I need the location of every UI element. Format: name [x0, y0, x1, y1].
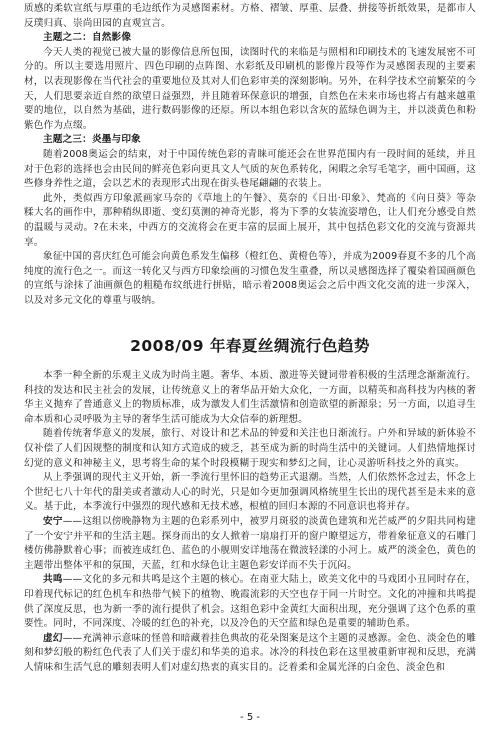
article-paragraph-3: 从上季强调的现代主义开始，新一季流行里怀旧的趋势正式退潮。当然，人们依然怀念过去，怀念上个世纪七八十年代的甜美或者激动人心的时光，只是如今更加强调风格统里生长出的现代甚至是未来的意义。基于此，本季流行中强烈的现代感和无技术感，根植的回归本源的不同意识也将并存。	[24, 472, 476, 513]
article-paragraph-5	[24, 573, 476, 631]
theme3-heading: 主题之三：炎墨与印象	[43, 134, 141, 146]
paragraph-5-body: ——文化的多元和共鸣是这个主题的核心。在南亚大陆上，欧美文化中的马戏团小丑同时存在，印着现代标记的红色机车和热带气候下的植物、晚霞流彩的天空也存于同一片时空。文化的冲撞和共鸣提供了深度反思，也为新一季的流行提供了机会。这组色彩中金黄红大面积出现，充分强调了这个色系的重要性。同时，不同深度、冷暖的红色的补充，以及冷色的天空蓝和绿色是重要的辅助色系。	[24, 574, 476, 630]
article-paragraph-4	[24, 515, 476, 573]
theme3-paragraph-3: 象征中国的喜庆红色可能会向黄色系发生偏移（橙红色、黄橙色等），并成为2009春夏不多的几个高纯度的流行色之一。而这一转化又与西方印象绘画的习惯色发生重叠，所以灵感图选择了覆染着国画颜色的宣纸与涂抹了油画颜色的粗糙布纹纸进行拼贴，暗示着2008奥运会之后中西文化交流的进一步深入，以及对多元文化的尊重与吸纳。	[24, 251, 476, 306]
theme3-paragraph-2: 此外，类似西方印象派画家马奈的《草地上的午餐》、莫奈的《日出·印象》、梵高的《向日葵》等杂糅大名的画作中，那种稍纵即逝、变幻莫测的神奇光影，将为下季的女装流姿增色，让人们充分感受自然的温暖与灵动。?在未来，中西方的交流将会在更丰富的层面上展开，其中包括色彩文化的交流与资源共享。	[24, 192, 476, 248]
theme2-heading: 主题之二：自然影像	[43, 32, 132, 44]
intro-paragraph: 质感的柔软宣纸与厚重的毛边纸作为灵感图素材。方格、褶皱、厚重、层叠、拼接等折纸效果，是都市人反璞归真、崇尚田园的直观宣言。	[24, 3, 476, 29]
lead-term-gongming: 共鸣	[43, 574, 63, 586]
article-paragraph-2: 随着传统奢华意义的发展，旅行、对设计和艺术品的钟爱和关注也日渐流行。户外和异域的新体验不仅补偿了人们因规整的制度和认知方式造成的疲乏，甚至成为新的时尚生活中的关键词。人们热情地探讨幻觉的意义和神秘主义，思考将生命的某个时段模糊于现实和梦幻之间，让心灵游听科技之外的真实。	[24, 428, 476, 469]
lead-term-xuhuan: 虚幻	[43, 632, 63, 644]
section-themes	[24, 2, 476, 308]
theme3-paragraph-1: 随着2008奥运会的结束，对于中国传统色彩的青睐可能还会在世界范围内有一段时间的延续，并且对于色彩的选择也会由民间的鲜亮色彩向更具文人气质的灰色系转化，闲暇之余写毛笔字，画中国画，这些修身养性之道，会以艺术的表现形式出现在街头巷尾翩翩的衣装上。	[24, 148, 476, 190]
article-paragraph-6	[24, 632, 476, 676]
article-title: 2008/09 年春夏丝绸流行色趋势	[130, 337, 370, 355]
paragraph-4-body: ——这组以傍晚静物为主题的色彩系列中，被罗月斑驳的淡黄色建筑和光芒威严的夕阳共同构建了一个安宁并平和的生活主题。探身而出的女人掀着一扇扇打开的窗户瞭望远方，带着象征意义的石雕门楼仿佛静默着心事；而被连成红色、蓝色的小舰则安详地荡在微波轻漾的小河上。威严的淡金色，黄色的主题带出整体平和的氛围，天蓝，红和水绿色让主题色彩安详而不失于沉闷。	[24, 515, 476, 571]
article-paragraph-1: 本季一种全新的乐观主义成为时尚主题。奢华、本质、激进等关键词带着积极的生活理念渐渐流行。科技的发达和民主社会的发展，让传统意义上的奢华品开始大众化，一方面，以精英和高科技为内核的奢华主义抛弃了普通意义上的物质标准，成为激发人们生活激情和创造欲望的新源泉；另一方面，以追寻生命本质和心灵呼吸为主导的奢华生活可能成为大众信奉的新理想。	[24, 370, 476, 425]
page-number: - 5 -	[240, 712, 260, 723]
lead-term-anning: 安宁	[43, 515, 63, 527]
paragraph-6-body: ——充满神示意味的怪兽和暗藏着挂色典故的花朵图案是这个主题的灵感源。金色、淡金色的雕刻和梦幻般的粉红色代表了人们关于虚幻和华美的追求。冰冷的科技色彩在这里被重新审视和反思，充满人情味和生活气息的雕刻表明人们对虚幻热衷的真实目的。泛着柔和金属光泽的白金色、淡金色和	[24, 632, 476, 673]
theme2-paragraph: 今天人类的视觉已被大量的影像信息所包围，读图时代的来临是与照相和印刷技术的飞速发展密不可分的。所以主要选用照片、四色印刷的点阵图、水彩纸及印刷机的影像片段等作为灵感图表现的主要素材，以表现影像在当代社会的重要地位及其对人们色彩审美的深刻影响。另外，在科学技术空前繁荣的今天，人们思要亲近自然的欲望日益强烈，并且随着环保意识的增强，自然色在未来市场也将占有越来越重要的地位，以自然为基础，进行数码影像的还原。所以本组色彩以含灰的蓝绿色调为主，并以淡黄色和粉紫色作为点缀。	[24, 46, 476, 131]
section-article	[24, 333, 476, 675]
